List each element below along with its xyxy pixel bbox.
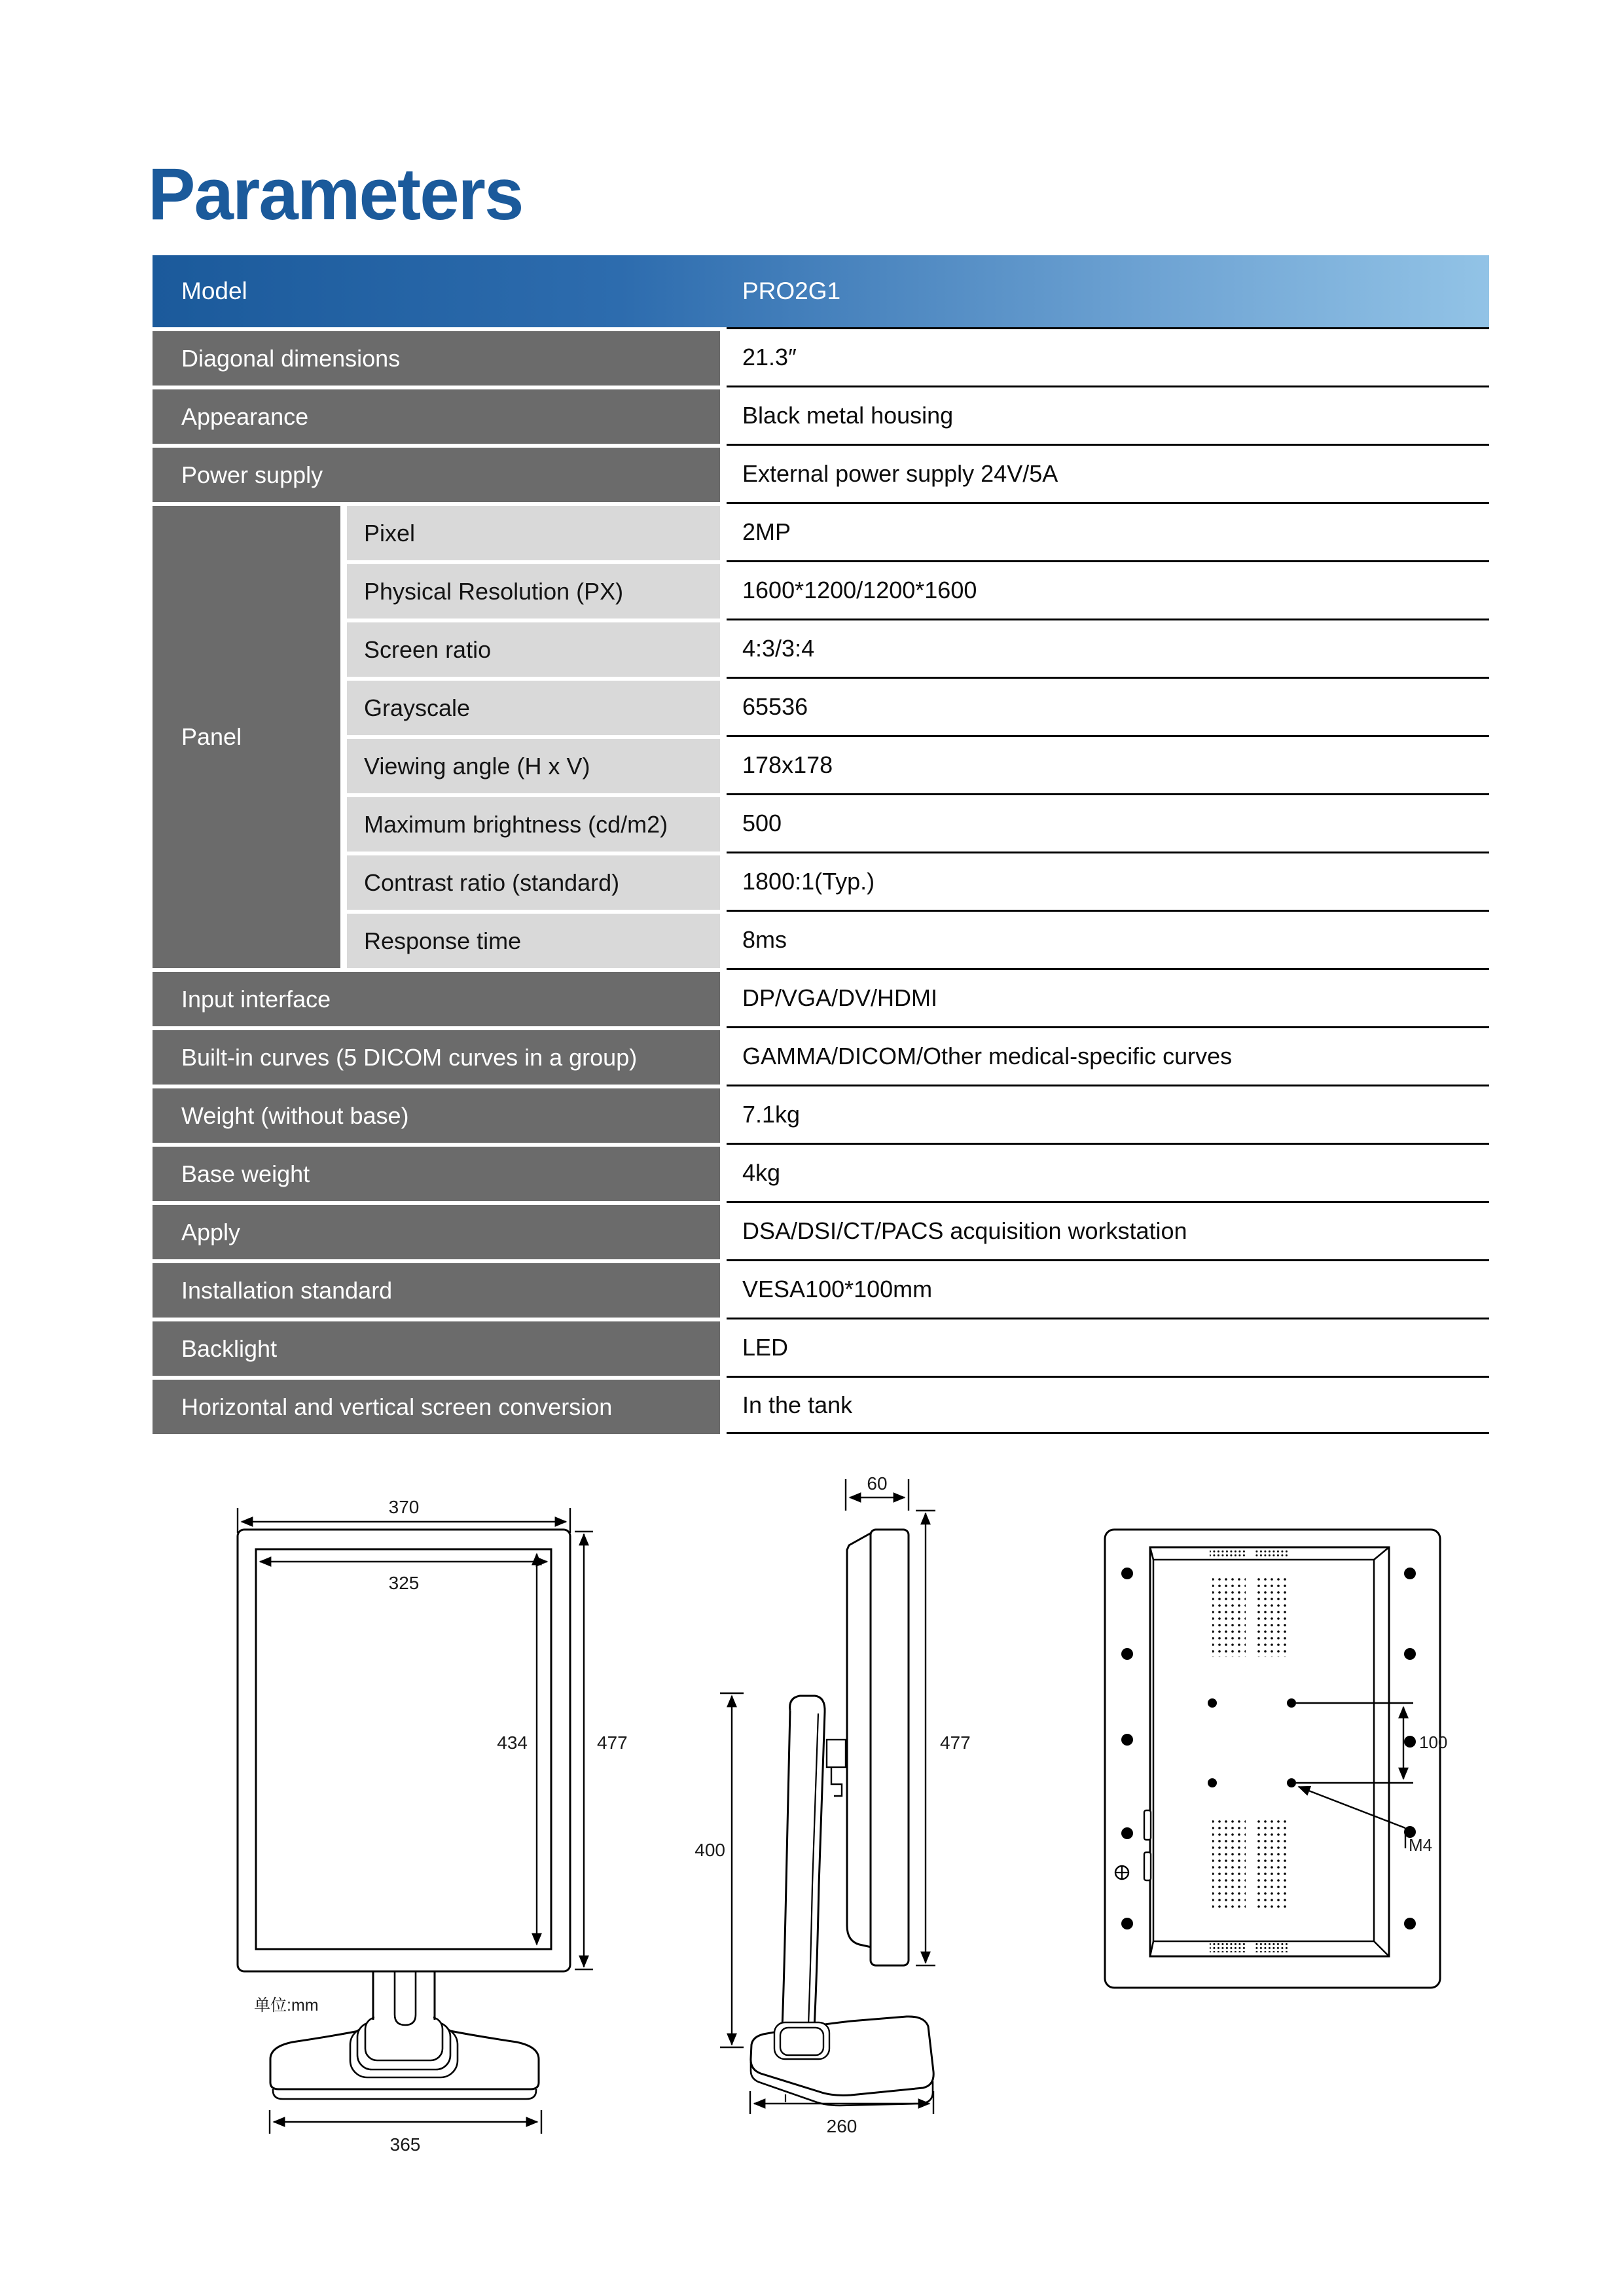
row-value: DSA/DSI/CT/PACS acquisition workstation (727, 1201, 1489, 1259)
panel-merged-cell: Panel (153, 506, 340, 968)
table-row (153, 1143, 1489, 1201)
side-view-drawing (695, 1473, 970, 2136)
panel-sub-label-column (347, 502, 720, 968)
table-row (153, 1201, 1489, 1259)
dim-front-inner-height: 434 (497, 1732, 528, 1753)
panel-sub-value: 65536 (727, 677, 1489, 735)
panel-sub-label: Physical Resolution (PX) (347, 564, 720, 619)
dim-side-height: 477 (940, 1732, 971, 1753)
row-label: Weight (without base) (153, 1088, 720, 1143)
dim-side-depth: 60 (867, 1473, 888, 1494)
panel-sub-label: Screen ratio (347, 622, 720, 677)
row-value: 21.3″ (727, 327, 1489, 386)
panel-row-group (153, 502, 1489, 968)
dim-front-base-width: 365 (389, 2134, 421, 2155)
row-value: 7.1kg (727, 1085, 1489, 1143)
row-value: LED (727, 1318, 1489, 1376)
panel-value-column (727, 502, 1489, 968)
row-value: GAMMA/DICOM/Other medical-specific curves (727, 1026, 1489, 1085)
table-row (153, 386, 1489, 444)
row-value: DP/VGA/DV/HDMI (727, 968, 1489, 1026)
row-label: Built-in curves (5 DICOM curves in a group) (153, 1030, 720, 1085)
dim-front-outer-height: 477 (597, 1732, 628, 1753)
row-label: Base weight (153, 1147, 720, 1201)
header-value: PRO2G1 (742, 278, 841, 304)
front-view-drawing (238, 1497, 628, 2155)
table-row (153, 444, 1489, 502)
dim-front-inner-width: 325 (388, 1573, 420, 1593)
row-label: Apply (153, 1205, 720, 1259)
table-row (153, 1318, 1489, 1376)
row-label: Diagonal dimensions (153, 331, 720, 386)
row-value: Black metal housing (727, 386, 1489, 444)
panel-sub-value: 178x178 (727, 735, 1489, 793)
panel-sub-label: Viewing angle (H x V) (347, 739, 720, 793)
page-title: Parameters (148, 153, 523, 235)
panel-sub-label: Maximum brightness (cd/m2) (347, 797, 720, 852)
technical-drawing-svg (0, 1460, 1624, 2193)
row-label: Appearance (153, 389, 720, 444)
rear-view-drawing (1105, 1530, 1447, 1988)
unit-label: 单位:mm (254, 1996, 319, 2015)
panel-sub-value: 1800:1(Typ.) (727, 852, 1489, 910)
row-value: In the tank (727, 1376, 1489, 1434)
row-label: Input interface (153, 972, 720, 1026)
table-row (153, 1376, 1489, 1434)
header-label: Model (181, 278, 247, 304)
row-label: Installation standard (153, 1263, 720, 1318)
panel-sub-value: 500 (727, 793, 1489, 852)
dimension-drawings (0, 1460, 1624, 2193)
panel-sub-value: 8ms (727, 910, 1489, 968)
table-row (153, 327, 1489, 386)
m4-label: M4 (1409, 1835, 1433, 1855)
row-value: 4kg (727, 1143, 1489, 1201)
row-value: External power supply 24V/5A (727, 444, 1489, 502)
panel-sub-value: 1600*1200/1200*1600 (727, 560, 1489, 619)
table-row (153, 1085, 1489, 1143)
spec-table (153, 255, 1489, 1434)
vesa-dim-label: 100 (1419, 1732, 1448, 1752)
panel-sub-value: 2MP (727, 502, 1489, 560)
panel-sub-label: Pixel (347, 506, 720, 560)
panel-sub-value: 4:3/3:4 (727, 619, 1489, 677)
dim-side-stand-height: 400 (695, 1840, 725, 1860)
panel-sub-label: Grayscale (347, 681, 720, 735)
table-row (153, 968, 1489, 1026)
dim-side-base-depth: 260 (826, 2116, 857, 2136)
row-label: Power supply (153, 448, 720, 502)
row-label: Backlight (153, 1321, 720, 1376)
row-label: Horizontal and vertical screen conversion (153, 1380, 720, 1434)
panel-sub-label: Contrast ratio (standard) (347, 855, 720, 910)
table-header-row (153, 255, 1489, 327)
panel-sub-label: Response time (347, 914, 720, 968)
row-value: VESA100*100mm (727, 1259, 1489, 1318)
table-row (153, 1026, 1489, 1085)
table-row (153, 1259, 1489, 1318)
dim-front-outer-width: 370 (388, 1497, 420, 1517)
